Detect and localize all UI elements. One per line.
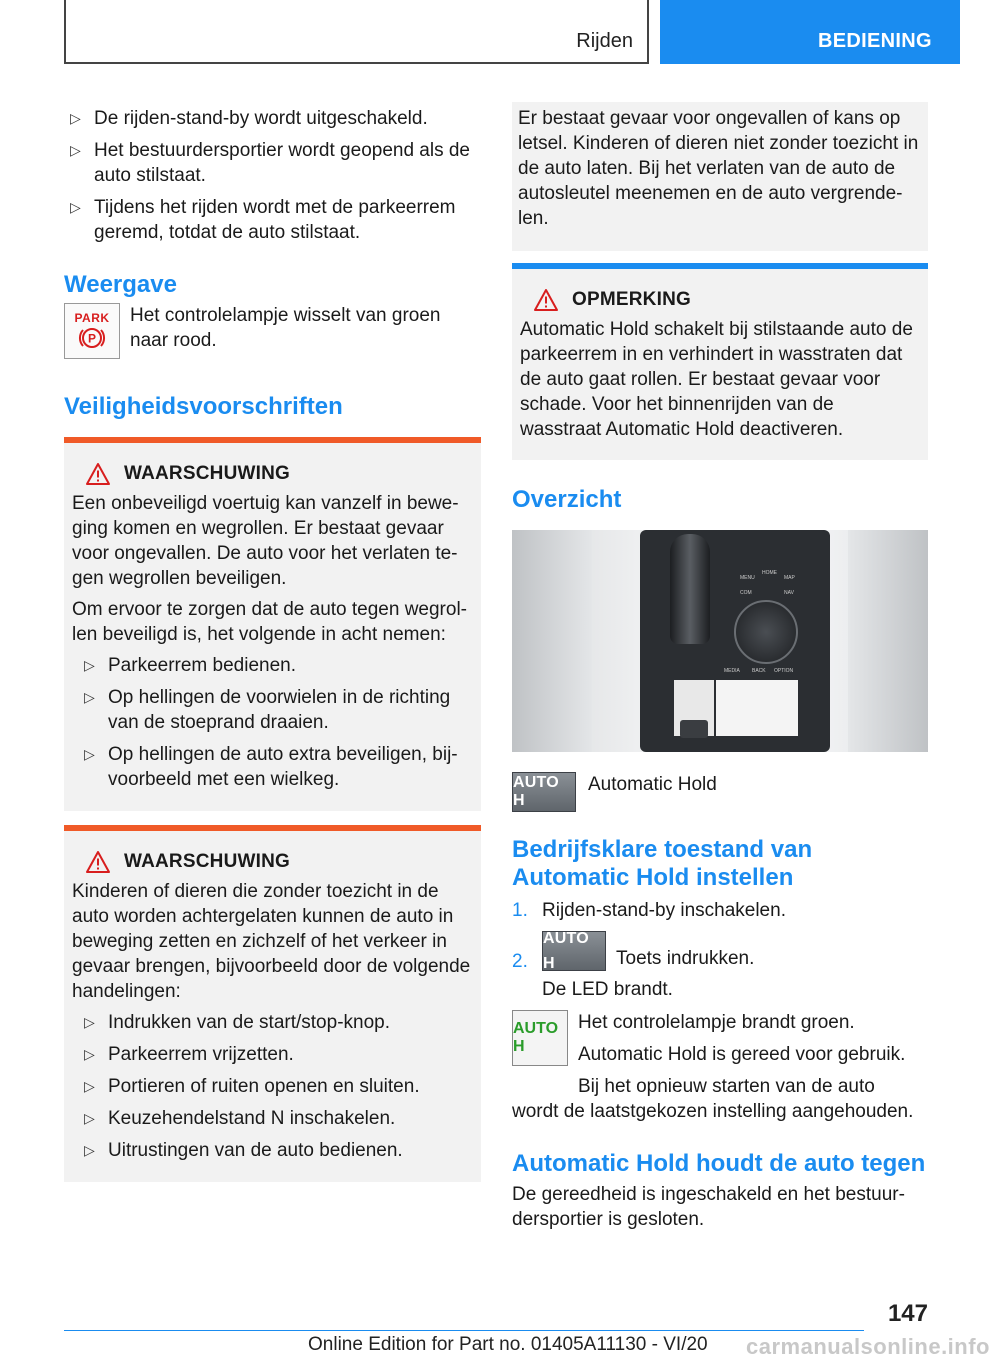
console-label-back: BACK [752,668,766,674]
warning-box-2 [64,825,481,1182]
safety-heading: Veiligheidsvoorschriften [64,393,343,420]
weergave-block [64,303,481,359]
page-number: 147 [887,1300,928,1327]
console-label-nav: NAV [784,590,794,596]
houdt-text: De gereedheid is ingeschakeld en het bestuur-dersportier is gesloten. [512,1184,905,1230]
list-item: ▷ Op hellingen de voorwielen in de richting van de stoeprand draaien. [78,685,473,735]
led-text: De LED brandt. [542,979,673,1000]
list-item: ▷ Keuzehendelstand N inschakelen. [78,1106,473,1131]
list-item: ▷ Parkeerrem bedienen. [78,653,473,678]
list-item: ▷ Het bestuurdersportier wordt geopend als de auto stilstaat. [64,138,481,188]
houdt-heading: Automatic Hold houdt de auto tegen [512,1150,926,1177]
warning-triangle-icon [86,851,110,873]
parking-brake-icon [79,325,105,351]
warning-header [72,463,473,485]
warning-paragraph: Er bestaat gevaar voor ongevallen of kans op letsel. Kinderen of dieren niet zonder toezicht in de auto laten. Bij het verlaten van de auto de autosleutel meenemen en de auto vergrende-len. [518,108,919,229]
warning-label: WAARSCHUWING [124,463,290,484]
list-item: ▷ Portieren of ruiten openen en sluiten. [78,1074,473,1099]
overzicht-heading: Overzicht [512,486,622,513]
step-number: 2. [512,951,528,972]
warning-bullet-list [78,653,473,792]
console-label-map: MAP [784,575,795,581]
right-column [512,102,928,1232]
intro-bullet-list [64,106,481,245]
warning-continuation [512,102,928,251]
weergave-heading: Weergave [64,271,177,298]
warning-paragraph: Kinderen of dieren die zonder toezicht in de auto worden achtergelaten kunnen de auto in beweging zetten en zichzelf of het verkeer in gevaar brengen, bijvoorbeeld door de volgende handelingen: [72,881,471,1002]
auto-hold-button-icon: AUTO H [512,772,576,812]
svg-text:P: P [87,331,97,346]
note-label: OPMERKING [572,289,691,310]
weergave-text: Het controlelampje wisselt van groen naar rood. [130,305,441,351]
warning-bullet-list [78,1010,473,1163]
auto-hold-legend [512,772,928,812]
footer-edition: Online Edition for Part no. 01405A11130 - VI/20 [308,1334,708,1355]
console-label-menu: MENU [740,575,755,581]
step-item [512,898,928,923]
header-box [64,0,649,64]
section-title: Rijden [576,30,633,52]
footer-divider [64,1330,864,1331]
lamp-text: Het controlelampje brandt groen. [578,1012,855,1033]
park-lamp-icon [64,303,120,359]
step-text: Rijden-stand-by inschakelen. [542,900,786,921]
chapter-tab[interactable] [660,0,960,64]
watermark: carmanualsonline.info [746,1334,990,1359]
warning-paragraph: Een onbeveiligd voertuig kan vanzelf in bewe-ging komen en wegrollen. Er bestaat gevaar voor ongevallen. De auto voor het verlaten te-gen wegrollen beveiligen. [72,493,459,589]
park-icon-label: PARK [74,311,110,325]
lamp-text: Bij het opnieuw starten van de auto [578,1076,875,1097]
warning-triangle-icon [86,463,110,485]
auto-hold-button-icon: AUTO H [542,931,606,971]
lamp-text: Automatic Hold is gereed voor gebruik. [578,1044,906,1065]
console-label-option: OPTION [774,668,794,674]
warning-paragraph: Om ervoor te zorgen dat de auto tegen wegrol-len beveiligd is, het volgende in acht nemen: [72,599,468,645]
lamp-text-block [578,1010,905,1099]
bedrijf-heading: Bedrijfsklare toestand van Automatic Hold instellen [512,836,813,891]
list-item: ▷ Op hellingen de auto extra beveiligen, bij-voorbeeld met een wielkeg. [78,742,473,792]
chapter-title: BEDIENING [818,30,932,52]
note-triangle-icon [534,289,558,311]
note-box [512,263,928,460]
step-text: Toets indrukken. [616,948,755,969]
lamp-text: wordt de laatstgekozen instelling aangehouden. [512,1101,914,1122]
steps-list [512,898,928,971]
list-item: ▷ Indrukken van de start/stop-knop. [78,1010,473,1035]
console-label-media: MEDIA [724,668,740,674]
warning-header [72,851,473,873]
console-label-home: HOME [762,570,777,576]
note-text: Automatic Hold schakelt bij stilstaande auto de parkeerrem in en verhindert in wasstraten dat de auto gaat rollen. Er bestaat gevaar voor schade. Voor het binnenrijden van de wasstraat Automatic Hold deactiveren. [520,319,913,440]
list-item: ▷ Parkeerrem vrijzetten. [78,1042,473,1067]
list-item: ▷ De rijden-stand-by wordt uitgeschakeld. [64,106,481,131]
step-item [512,931,928,971]
lamp-block [512,1010,928,1099]
console-photo [512,530,928,752]
warning-label: WAARSCHUWING [124,851,290,872]
list-item: ▷ Tijdens het rijden wordt met de parkeerrem geremd, totdat de auto stilstaat. [64,195,481,245]
auto-hold-lamp-icon: AUTO H [512,1010,568,1066]
auto-hold-caption: Automatic Hold [588,774,717,795]
left-column [64,100,481,1182]
warning-box-1 [64,437,481,811]
step-number: 1. [512,900,528,921]
note-header [520,289,920,311]
list-item: ▷ Uitrustingen van de auto bedienen. [78,1138,473,1163]
console-label-com: COM [740,590,752,596]
